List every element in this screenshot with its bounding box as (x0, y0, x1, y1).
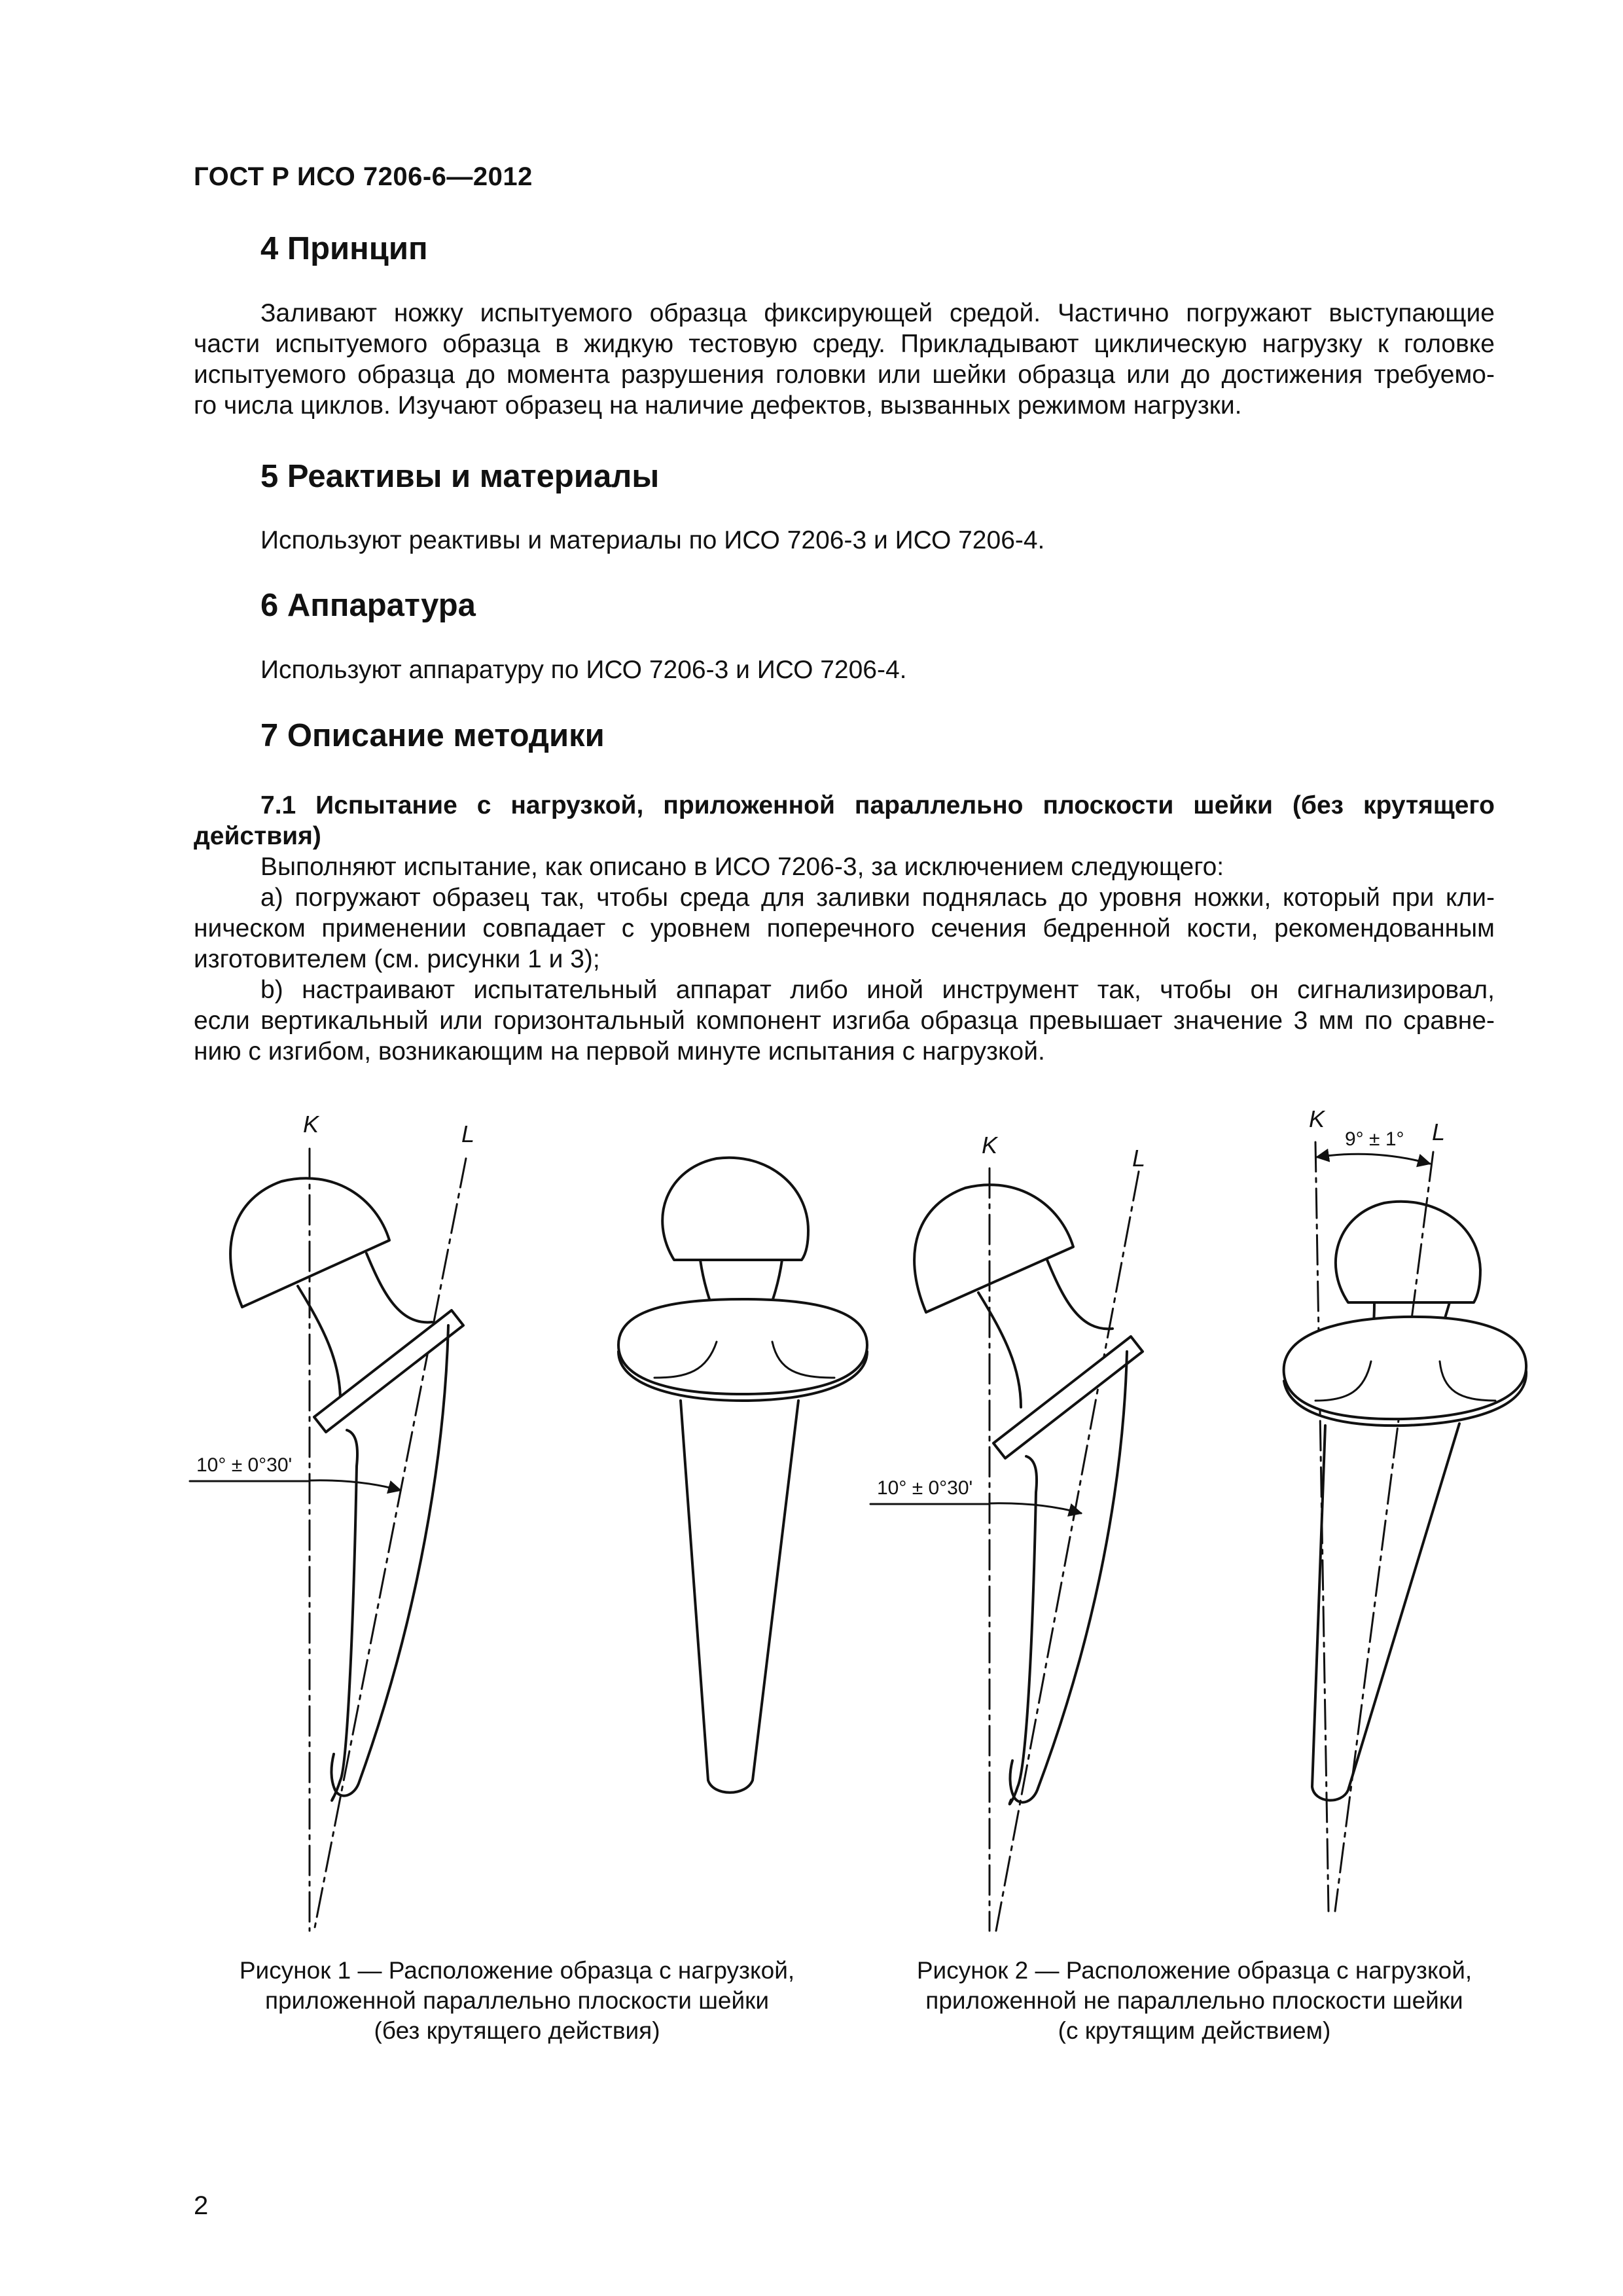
item-b-line: b) настраивают испытательный аппарат либо иной инструмент так, чтобы он сигнализировал, (260, 976, 1495, 1004)
section-4-title: 4 Принцип (260, 231, 428, 266)
section-4-line: испытуемого образца до момента разрушения головки или шейки образца или до достижения требуемо- (194, 361, 1495, 389)
item-b-line: если вертикальный или горизонтальный компонент изгиба образца превышает значение 3 мм по сравне- (194, 1007, 1495, 1035)
subsection-7-1-title-cont: действия) (194, 822, 321, 850)
fig1-angle-label: 10° ± 0°30' (196, 1454, 293, 1476)
fig2-front-l-axis (1335, 1152, 1433, 1911)
item-b-line: нию с изгибом, возникающим на первой минуте испытания с нагрузкой. (194, 1037, 1045, 1066)
fig1-front-head (662, 1158, 808, 1260)
section-6-title: 6 Аппаратура (260, 588, 476, 623)
fig1-neck-upper (366, 1253, 432, 1322)
fig2-front-head (1336, 1202, 1480, 1302)
fig1-side-view (190, 1149, 466, 1931)
section-4-line: го числа циклов. Изучают образец на наличие дефектов, вызванных режимом нагрузки. (194, 391, 1242, 420)
fig1-front-view (618, 1158, 867, 1793)
section-5-text: Используют реактивы и материалы по ИСО 7206-3 и ИСО 7206-4. (260, 526, 1045, 554)
fig1-front-stem (681, 1401, 798, 1793)
fig2-neck-lower (978, 1293, 1021, 1407)
caption-line: приложенной параллельно плоскости шейки (264, 1987, 770, 2014)
fig2-head (914, 1185, 1073, 1312)
fig2-front-l-label: L (1432, 1119, 1446, 1145)
section-5-title: 5 Реактивы и материалы (260, 459, 660, 494)
figure-1-caption (190, 1956, 844, 2046)
fig2-angle-label: 10° ± 0°30' (877, 1477, 973, 1499)
fig1-l-label: L (461, 1121, 475, 1147)
fig1-front-collar (618, 1299, 867, 1394)
fig2-front-view (1284, 1142, 1526, 1911)
fig2-front-stem (1312, 1424, 1459, 1801)
fig2-front-angle-label: 9° ± 1° (1345, 1128, 1404, 1150)
caption-line: (без крутящего действия) (374, 2017, 660, 2044)
fig2-l-axis (996, 1172, 1139, 1931)
section-7-intro: Выполняют испытание, как описано в ИСО 7206-3, за исключением следующего: (260, 853, 1224, 881)
fig1-k-label: K (303, 1111, 319, 1138)
page-number: 2 (194, 2191, 209, 2220)
section-7-title: 7 Описание методики (260, 718, 605, 753)
item-a-line: ническом применении совпадает с уровнем поперечного сечения бедренной кости, рекомендованным (194, 914, 1495, 942)
fig2-k-label: K (982, 1132, 998, 1158)
fig2-neck-upper (1047, 1260, 1113, 1329)
fig2-stem-inner (1010, 1456, 1037, 1804)
fig1-neck-lower (298, 1286, 340, 1401)
fig2-l-label: L (1132, 1145, 1146, 1172)
section-4-line: части испытуемого образца в жидкую тестовую среду. Прикладывают циклическую нагрузку к головке (194, 330, 1495, 358)
caption-line: Рисунок 1 — Расположение образца с нагрузкой, (239, 1957, 795, 1984)
caption-line: приложенной не параллельно плоскости шейки (925, 1987, 1463, 2014)
caption-line: Рисунок 2 — Расположение образца с нагрузкой, (916, 1957, 1472, 1984)
item-a-line: a) погружают образец так, чтобы среда для заливки поднялась до уровня ножки, который при кли- (260, 884, 1495, 912)
fig2-front-angle-arc (1317, 1154, 1430, 1164)
fig1-stem-inner (332, 1430, 357, 1801)
fig2-front-k-label: K (1309, 1105, 1325, 1132)
subsection-7-1-title: 7.1 Испытание с нагрузкой, приложенной параллельно плоскости шейки (без крутящего (260, 791, 1495, 819)
section-6-text: Используют аппаратуру по ИСО 7206-3 и ИСО 7206-4. (260, 656, 907, 684)
figure-2-caption (867, 1956, 1522, 2046)
fig2-front-collar (1284, 1317, 1526, 1419)
fig2-side-view (870, 1168, 1143, 1931)
section-4-line: Заливают ножку испытуемого образца фиксирующей средой. Частично погружают выступающие (260, 299, 1495, 327)
item-a-line: изготовителем (см. рисунки 1 и 3); (194, 945, 600, 973)
document-header: ГОСТ Р ИСО 7206-6—2012 (194, 162, 533, 191)
fig1-l-axis (314, 1158, 466, 1931)
caption-line: (с крутящим действием) (1058, 2017, 1331, 2044)
